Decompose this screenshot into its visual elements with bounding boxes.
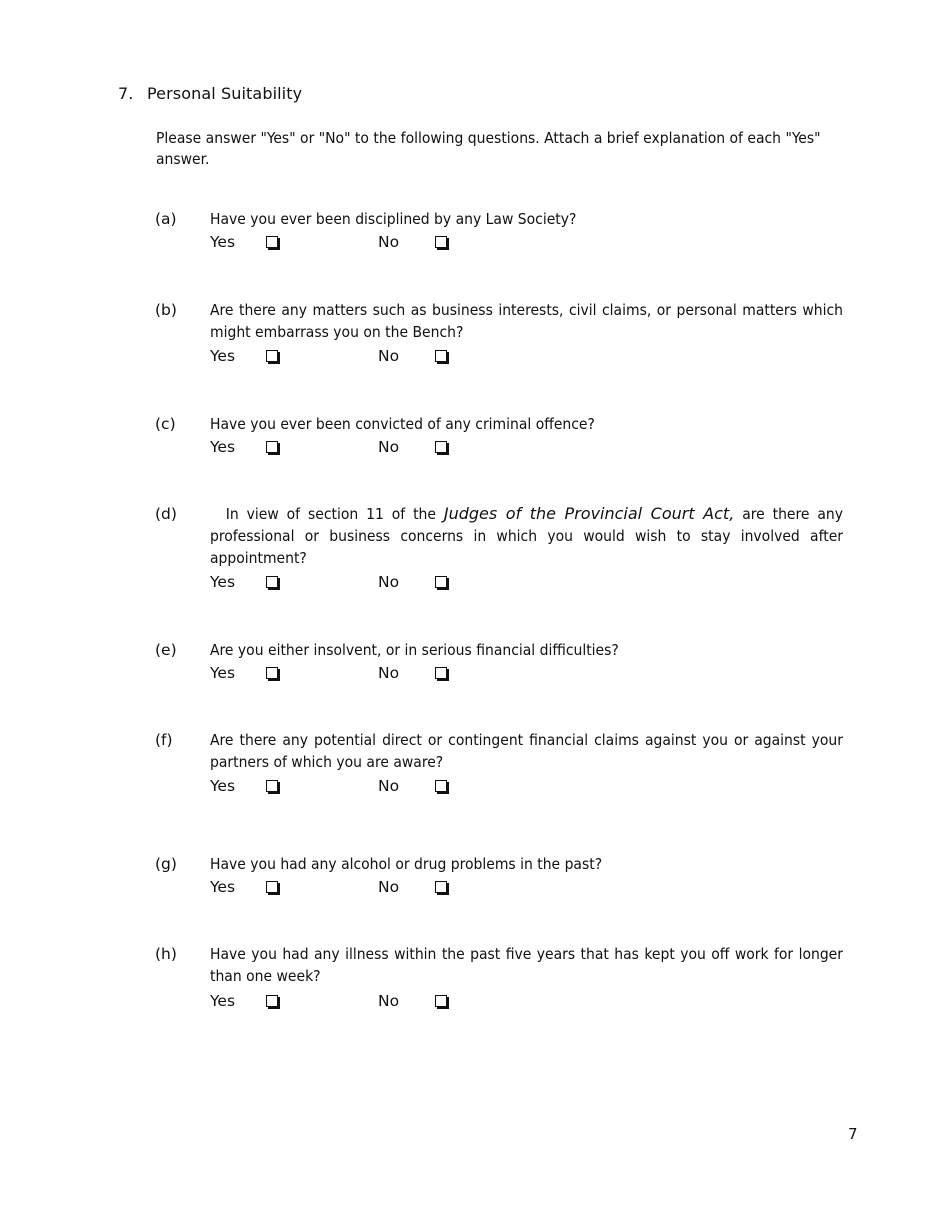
question-text-start: In view of section 11 of the [225, 505, 444, 523]
yes-checkbox[interactable] [266, 881, 278, 893]
no-checkbox[interactable] [435, 236, 447, 248]
answer-row [210, 231, 510, 253]
question-text: Are there any potential direct or contingent financial claims against you or against your partners of which you are aware? [210, 731, 843, 771]
yes-label: Yes [210, 233, 236, 251]
no-label: No [378, 664, 400, 682]
question-label: (b) [155, 301, 177, 319]
section-title: Personal Suitability [147, 84, 303, 103]
question-label: (d) [155, 505, 177, 523]
question-label: (h) [155, 945, 177, 963]
question-text: Have you ever been convicted of any criminal offence? [210, 415, 595, 433]
no-label: No [378, 777, 400, 795]
yes-label: Yes [210, 347, 236, 365]
no-label: No [378, 438, 400, 456]
page-number: 7 [848, 1125, 858, 1143]
question-text: Have you ever been disciplined by any Law Society? [210, 210, 577, 228]
answer-row [210, 662, 510, 684]
yes-label: Yes [210, 878, 236, 896]
question-text: Have you had any alcohol or drug problems in the past? [210, 855, 603, 873]
no-checkbox[interactable] [435, 780, 447, 792]
question-text-end: are there any professional or business concerns in which you would wish to stay involved after appointment? [210, 505, 843, 567]
question-label: (a) [155, 210, 177, 228]
section-number: 7. [118, 84, 134, 103]
no-label: No [378, 573, 400, 591]
yes-label: Yes [210, 438, 236, 456]
yes-checkbox[interactable] [266, 236, 278, 248]
yes-checkbox[interactable] [266, 780, 278, 792]
answer-row [210, 345, 510, 367]
act-title: Judges of the Provincial Court Act, [443, 504, 735, 523]
no-checkbox[interactable] [435, 576, 447, 588]
question-text: Are you either insolvent, or in serious financial difficulties? [210, 641, 619, 659]
yes-checkbox[interactable] [266, 667, 278, 679]
no-checkbox[interactable] [435, 881, 447, 893]
no-label: No [378, 347, 400, 365]
no-label: No [378, 233, 400, 251]
instructions: Please answer "Yes" or "No" to the following questions. Attach a brief explanation of each "Yes" answer. [156, 129, 821, 168]
answer-row [210, 436, 510, 458]
answer-row [210, 990, 510, 1012]
yes-checkbox[interactable] [266, 995, 278, 1007]
question-text [210, 503, 843, 569]
section-heading [118, 84, 302, 103]
yes-checkbox[interactable] [266, 350, 278, 362]
yes-checkbox[interactable] [266, 441, 278, 453]
no-checkbox[interactable] [435, 667, 447, 679]
yes-label: Yes [210, 664, 236, 682]
yes-label: Yes [210, 777, 236, 795]
no-label: No [378, 878, 400, 896]
question-text: Are there any matters such as business interests, civil claims, or personal matters which might embarrass you on the Bench? [210, 301, 843, 341]
question-label: (f) [155, 731, 173, 749]
answer-row [210, 775, 510, 797]
no-checkbox[interactable] [435, 350, 447, 362]
no-checkbox[interactable] [435, 441, 447, 453]
answer-row [210, 876, 510, 898]
question-text: Have you had any illness within the past five years that has kept you off work for longer than one week? [210, 945, 843, 985]
yes-label: Yes [210, 573, 236, 591]
no-label: No [378, 992, 400, 1010]
question-label: (e) [155, 641, 177, 659]
question-label: (c) [155, 415, 176, 433]
no-checkbox[interactable] [435, 995, 447, 1007]
answer-row [210, 571, 510, 593]
question-label: (g) [155, 855, 177, 873]
yes-checkbox[interactable] [266, 576, 278, 588]
yes-label: Yes [210, 992, 236, 1010]
